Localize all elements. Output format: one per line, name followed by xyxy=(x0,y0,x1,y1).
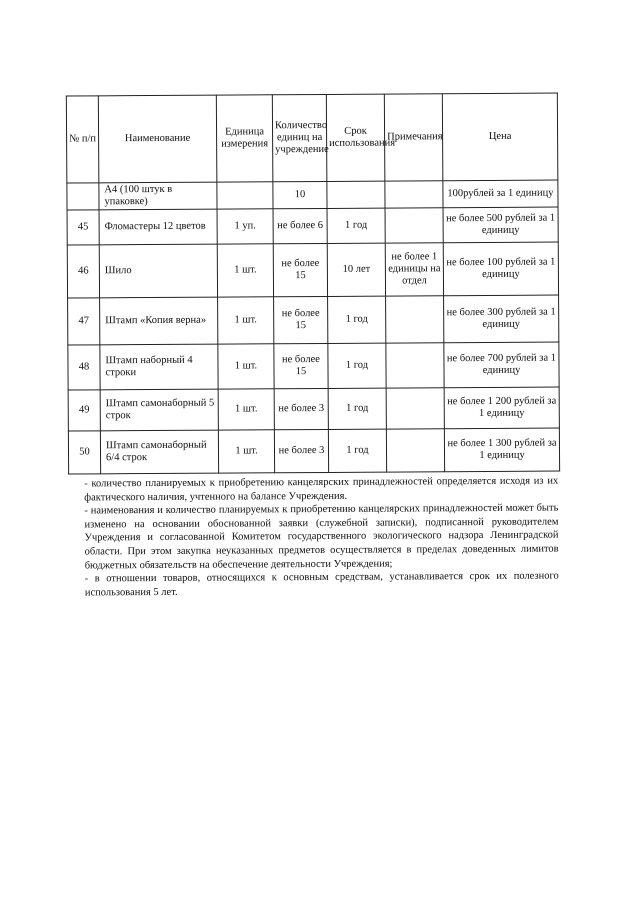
cell-name: А4 (100 штук в упаковке) xyxy=(99,182,217,210)
header-term: Срок использования xyxy=(326,94,385,181)
cell-name: Штамп наборный 4 строки xyxy=(100,344,218,390)
cell-name: Штамп самонаборный 5 строк xyxy=(100,389,218,431)
cell-price: 100рублей за 1 единицу xyxy=(443,180,558,208)
cell-quantity: не более 3 xyxy=(274,429,328,472)
cell-term: 1 год xyxy=(327,208,385,243)
table-header-row xyxy=(66,93,558,183)
table-row xyxy=(67,180,558,210)
cell-price: не более 100 рублей за 1 единицу xyxy=(443,242,558,296)
cell-term: 1 год xyxy=(328,296,386,343)
cell-unit: 1 уп. xyxy=(217,209,273,244)
table-row xyxy=(67,207,558,245)
cell-quantity: не более 3 xyxy=(274,388,328,429)
cell-unit: 1 шт. xyxy=(218,297,274,344)
cell-notes xyxy=(386,388,444,429)
cell-term: 1 год xyxy=(328,388,386,429)
cell-quantity: не более 15 xyxy=(273,243,327,296)
header-number: № п/п xyxy=(66,96,99,183)
cell-unit: 1 шт. xyxy=(218,389,274,430)
cell-notes xyxy=(386,296,444,343)
notes-block xyxy=(84,475,559,600)
cell-unit: 1 шт. xyxy=(218,430,274,473)
cell-price: не более 300 рублей за 1 единицу xyxy=(444,295,559,343)
note-paragraph: - в отношении товаров, относящихся к основным средствам, устанавливается срок их полезного использования 5 лет. xyxy=(84,570,559,599)
cell-unit xyxy=(217,182,273,209)
cell-unit: 1 шт. xyxy=(217,244,273,297)
header-name: Наименование xyxy=(98,95,217,183)
cell-notes xyxy=(385,181,443,208)
cell-term: 1 год xyxy=(328,343,386,388)
cell-number: 50 xyxy=(68,431,100,474)
table-row xyxy=(67,242,558,298)
header-unit: Единица измерения xyxy=(216,95,273,182)
cell-unit: 1 шт. xyxy=(218,344,274,389)
cell-price: не более 700 рублей за 1 единицу xyxy=(444,342,559,388)
note-paragraph: - наименования и количество планируемых к приобретению канцелярских принадлежностей может быть изменено на основании обоснованной заявки (служебной записки), подписанной руководителем Учреждения и согласованной Комитетом государственного экологического надзора Ленинградской области. При этом закупка неуказанных предметов осуществляется в пределах доведенных лимитов бюджетных обязательств на обеспечение деятельности Учреждения; xyxy=(84,502,559,572)
cell-notes xyxy=(385,208,443,243)
cell-term xyxy=(327,181,385,208)
cell-price: не более 1 300 рублей за 1 единицу xyxy=(444,428,559,472)
cell-name: Шило xyxy=(99,244,217,298)
table-row xyxy=(68,428,559,474)
cell-number: 45 xyxy=(67,210,99,245)
supplies-table xyxy=(66,93,560,475)
note-paragraph: - количество планируемых к приобретению канцелярских принадлежностей определяется исходя из их фактического наличия, учтенного на балансе Учреждения. xyxy=(84,475,559,504)
cell-number: 48 xyxy=(68,345,100,390)
cell-price: не более 1 200 рублей за 1 единицу xyxy=(444,387,559,429)
cell-term: 10 лет xyxy=(327,243,385,296)
header-price: Цена xyxy=(442,93,558,181)
cell-term: 1 год xyxy=(328,429,386,472)
cell-number: 46 xyxy=(67,245,99,298)
cell-name: Штамп «Копия верна» xyxy=(100,297,218,345)
cell-quantity: не более 15 xyxy=(274,296,328,343)
cell-number: 47 xyxy=(68,298,100,345)
cell-quantity: не более 6 xyxy=(273,208,327,243)
cell-notes xyxy=(386,429,444,472)
cell-number xyxy=(67,183,99,210)
cell-quantity: не более 15 xyxy=(274,343,328,388)
header-notes: Примечания xyxy=(384,94,443,181)
cell-name: Фломастеры 12 цветов xyxy=(99,209,217,245)
table-row xyxy=(68,295,559,345)
table-row xyxy=(68,342,559,390)
table-row xyxy=(68,387,559,431)
cell-quantity: 10 xyxy=(273,181,327,208)
cell-name: Штамп самонаборный 6/4 строк xyxy=(100,430,218,474)
header-quantity: Количество единиц на учреждение xyxy=(272,94,327,181)
cell-price: не более 500 рублей за 1 единицу xyxy=(443,207,558,243)
cell-notes xyxy=(386,343,444,388)
cell-notes: не более 1 единицы на отдел xyxy=(385,243,443,296)
cell-number: 49 xyxy=(68,390,100,431)
